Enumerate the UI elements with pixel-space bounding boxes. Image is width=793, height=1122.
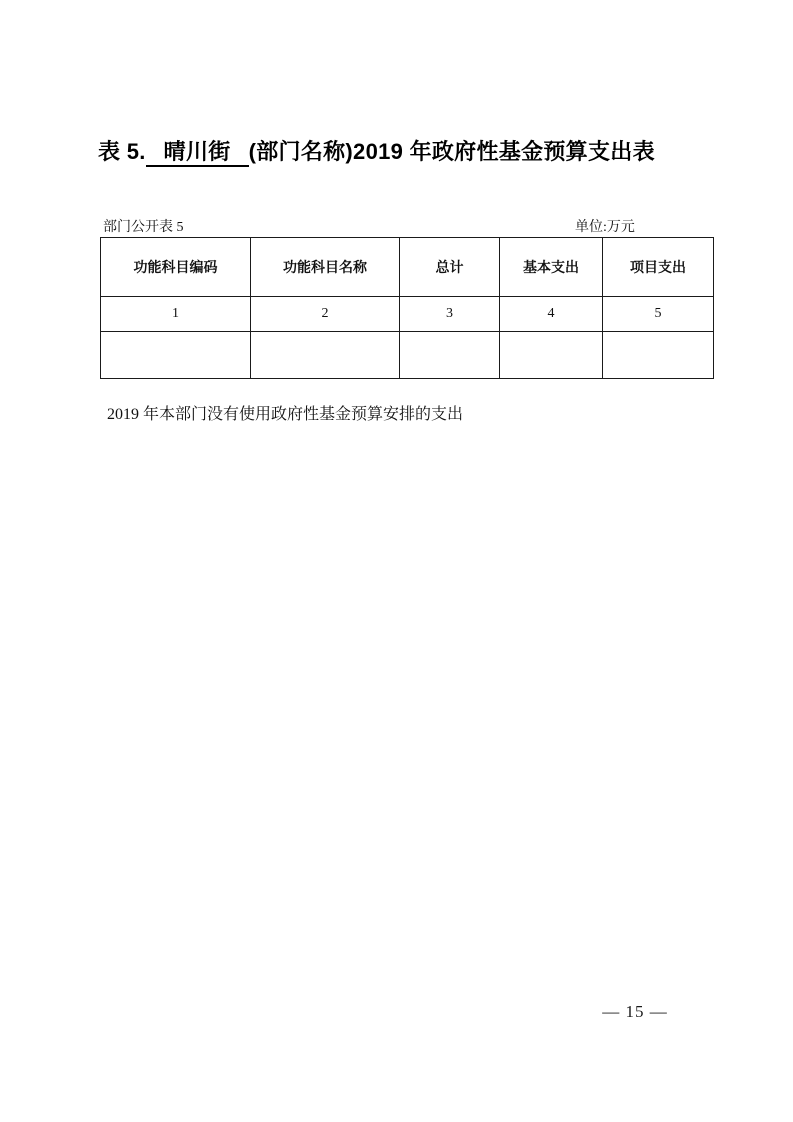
page-number: — 15 —	[602, 1002, 668, 1021]
empty-cell	[500, 332, 603, 379]
table-meta-label: 部门公开表 5	[103, 220, 184, 235]
column-index-cell: 2	[251, 297, 400, 332]
page-title	[98, 138, 655, 167]
column-index-cell: 1	[101, 297, 251, 332]
column-index-cell: 4	[500, 297, 603, 332]
empty-cell	[101, 332, 251, 379]
header-cell-total: 总计	[400, 238, 500, 297]
column-index-row	[101, 297, 714, 332]
unit-label: 单位:万元	[575, 220, 635, 235]
title-suffix: (部门名称)2019 年政府性基金预算支出表	[248, 139, 655, 164]
column-index-cell: 5	[603, 297, 714, 332]
budget-table	[100, 237, 714, 379]
title-department-name: 晴川街	[146, 138, 249, 167]
table-empty-row	[101, 332, 714, 379]
no-expenditure-note: 2019 年本部门没有使用政府性基金预算安排的支出	[107, 406, 464, 423]
empty-cell	[251, 332, 400, 379]
column-index-cell: 3	[400, 297, 500, 332]
header-cell-function-code: 功能科目编码	[101, 238, 251, 297]
header-cell-project-expense: 项目支出	[603, 238, 714, 297]
header-cell-basic-expense: 基本支出	[500, 238, 603, 297]
table-header-row	[101, 238, 714, 297]
title-prefix: 表 5.	[98, 139, 146, 164]
header-cell-function-name: 功能科目名称	[251, 238, 400, 297]
empty-cell	[400, 332, 500, 379]
empty-cell	[603, 332, 714, 379]
